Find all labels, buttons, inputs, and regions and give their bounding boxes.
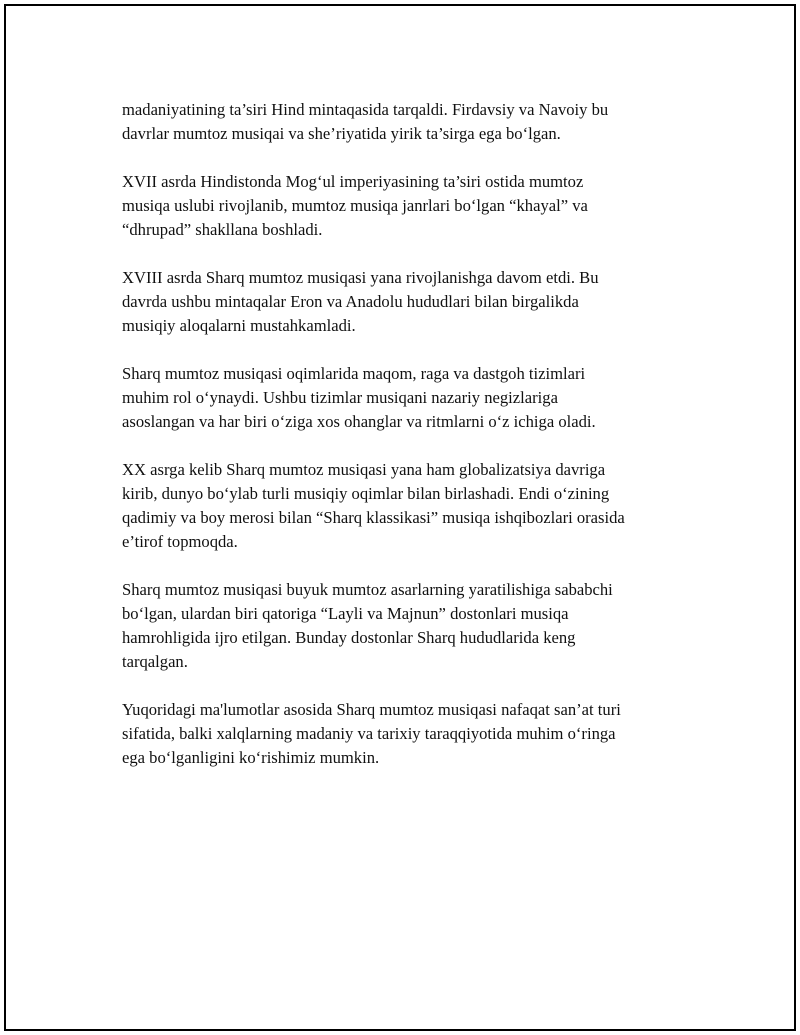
text-line: davrlar mumtoz musiqai va she’riyatida yirik ta’sirga ega bo‘lgan.	[122, 124, 561, 143]
text-line: sifatida, balki xalqlarning madaniy va tarixiy taraqqiyotida muhim o‘ringa	[122, 724, 616, 743]
text-line: bo‘lgan, ulardan biri qatoriga “Layli va Majnun” dostonlari musiqa	[122, 604, 569, 623]
text-line: muhim rol o‘ynaydi. Ushbu tizimlar musiqani nazariy negizlariga	[122, 388, 558, 407]
text-line: qadimiy va boy merosi bilan “Sharq klassikasi” musiqa ishqibozlari orasida	[122, 508, 625, 527]
text-line: madaniyatining ta’siri Hind mintaqasida tarqaldi. Firdavsiy va Navoiy bu	[122, 100, 609, 119]
paragraph-2	[122, 170, 692, 242]
document-body	[122, 98, 692, 794]
text-line: Yuqoridagi ma'lumotlar asosida Sharq mumtoz musiqasi nafaqat san’at turi	[122, 700, 621, 719]
text-line: ega bo‘lganligini ko‘rishimiz mumkin.	[122, 748, 380, 767]
text-line: kirib, dunyo bo‘ylab turli musiqiy oqimlar bilan birlashadi. Endi o‘zining	[122, 484, 610, 503]
paragraph-6	[122, 578, 692, 674]
paragraph-7	[122, 698, 692, 770]
text-line: XVII asrda Hindistonda Mog‘ul imperiyasining ta’siri ostida mumtoz	[122, 172, 584, 191]
text-line: XX asrga kelib Sharq mumtoz musiqasi yana ham globalizatsiya davriga	[122, 460, 606, 479]
text-line: hamrohligida ijro etilgan. Bunday dostonlar Sharq hududlarida keng	[122, 628, 576, 647]
text-line: Sharq mumtoz musiqasi oqimlarida maqom, raga va dastgoh tizimlari	[122, 364, 586, 383]
text-line: musiqiy aloqalarni mustahkamladi.	[122, 316, 356, 335]
paragraph-4	[122, 362, 692, 434]
text-line: musiqa uslubi rivojlanib, mumtoz musiqa janrlari bo‘lgan “khayal” va	[122, 196, 588, 215]
text-line: davrda ushbu mintaqalar Eron va Anadolu hududlari bilan birgalikda	[122, 292, 579, 311]
paragraph-3	[122, 266, 692, 338]
text-line: Sharq mumtoz musiqasi buyuk mumtoz asarlarning yaratilishiga sababchi	[122, 580, 613, 599]
text-line: asoslangan va har biri o‘ziga xos ohanglar va ritmlarni o‘z ichiga oladi.	[122, 412, 596, 431]
paragraph-5	[122, 458, 692, 554]
text-line: XVIII asrda Sharq mumtoz musiqasi yana rivojlanishga davom etdi. Bu	[122, 268, 599, 287]
paragraph-1	[122, 98, 692, 146]
text-line: tarqalgan.	[122, 652, 188, 671]
text-line: e’tirof topmoqda.	[122, 532, 238, 551]
page-frame	[4, 4, 796, 1031]
text-line: “dhrupad” shakllana boshladi.	[122, 220, 323, 239]
